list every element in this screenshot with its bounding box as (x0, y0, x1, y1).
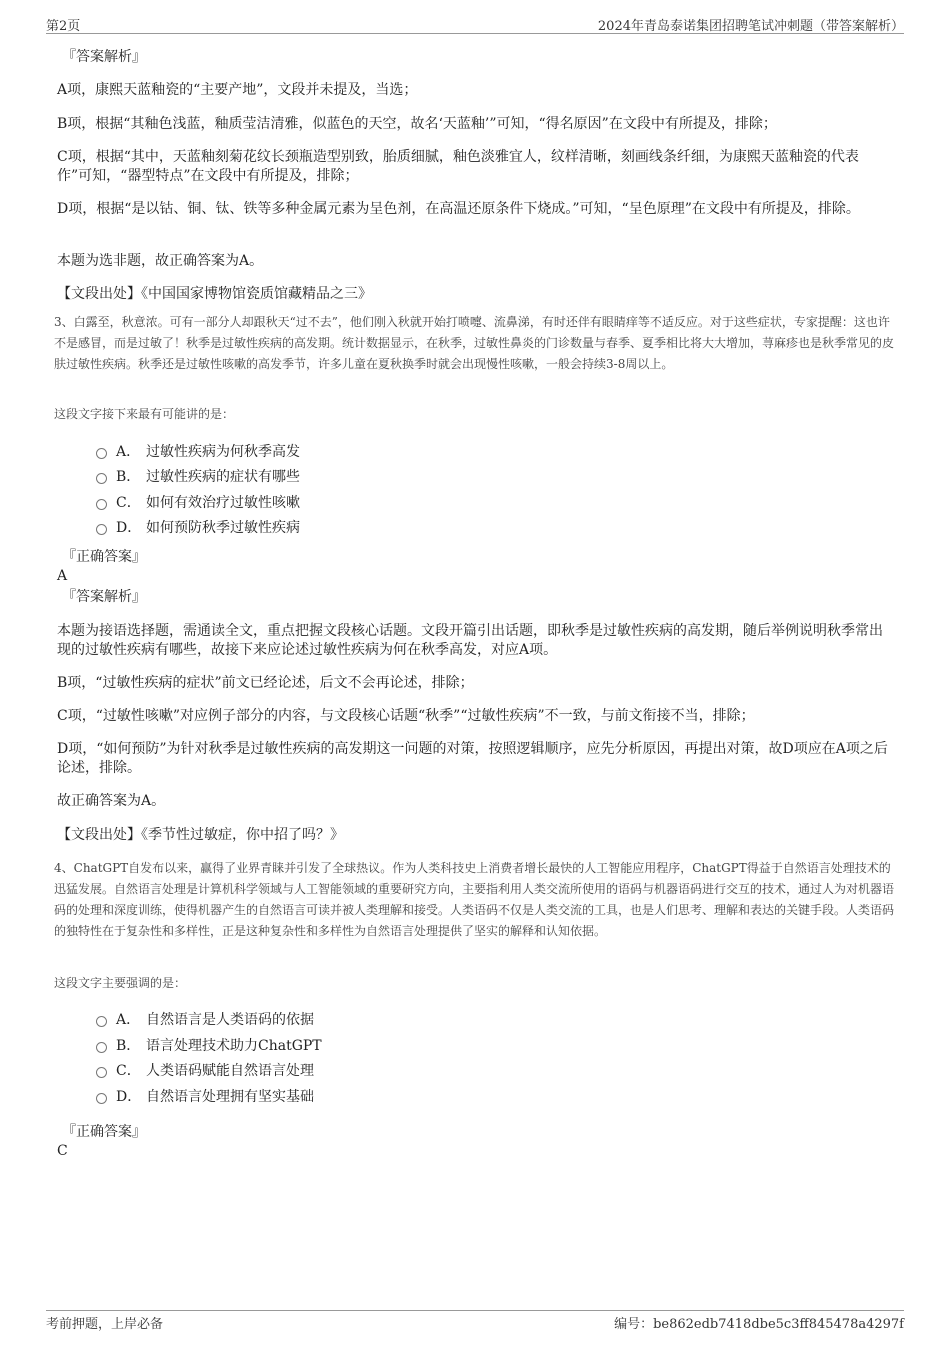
option-d[interactable]: D． 如何预防秋季过敏性疾病 (96, 518, 300, 538)
option-a[interactable]: A． 过敏性疾病为何秋季高发 (96, 442, 300, 462)
footer-slogan: 考前押题，上岸必备 (46, 1317, 164, 1332)
radio-button[interactable] (96, 473, 107, 484)
radio-button[interactable] (96, 1042, 107, 1053)
option-b[interactable]: B． 过敏性疾病的症状有哪些 (96, 467, 300, 487)
analysis-paragraph: D项，“如何预防”为针对秋季是过敏性疾病的高发期这一问题的对策，按照逻辑顺序，应先分析原因，再提出对策，故D项应在A项之后论述，排除。 (57, 741, 888, 776)
analysis-paragraph: 本题为接语选择题，需通读全文，重点把握文段核心话题。文段开篇引出话题，即秋季是过敏性疾病的高发期，随后举例说明秋季常出现的过敏性疾病有哪些，故接下来应论述过敏性疾病为何在秋季高发，对应A项。 (57, 623, 883, 658)
option-b[interactable]: B． 语言处理技术助力ChatGPT (96, 1036, 322, 1056)
header-divider (46, 33, 904, 34)
radio-button[interactable] (96, 524, 107, 535)
analysis-paragraph: D项，根据“是以钴、铜、钛、铁等多种金属元素为呈色剂，在高温还原条件下烧成。”可知，“呈色原理”在文段中有所提及，排除。 (57, 201, 860, 217)
document-title: 2024年青岛泰诺集团招聘笔试冲刺题（带答案解析） (597, 19, 904, 34)
radio-button[interactable] (96, 1016, 107, 1027)
analysis-paragraph: C项，“过敏性咳嗽”对应例子部分的内容，与文段核心话题“秋季”“过敏性疾病”不一致，与前文衔接不当，排除； (57, 708, 755, 724)
correct-answer: C (57, 1143, 68, 1159)
correct-answer: A (57, 568, 68, 584)
question-prompt: 这段文字接下来最有可能讲的是： (54, 407, 235, 421)
correct-answer-label: 『正确答案』 (62, 1124, 146, 1140)
analysis-conclusion: 故正确答案为A。 (57, 793, 166, 809)
passage-source: 【文段出处】《季节性过敏症，你中招了吗？》 (57, 827, 344, 843)
question-prompt: 这段文字主要强调的是： (54, 976, 187, 990)
analysis-paragraph: C项，根据“其中，天蓝釉刻菊花纹长颈瓶造型别致，胎质细腻，釉色淡雅宜人，纹样清晰，刻画线条纤细，为康熙天蓝釉瓷的代表作”可知，“器型特点”在文段中有所提及，排除； (57, 149, 859, 184)
analysis-conclusion: 本题为选非题，故正确答案为A。 (57, 253, 264, 269)
answer-analysis-label: 『答案解析』 (62, 589, 146, 605)
correct-answer-label: 『正确答案』 (62, 549, 146, 565)
radio-button[interactable] (96, 448, 107, 459)
option-d[interactable]: D． 自然语言处理拥有坚实基础 (96, 1087, 314, 1107)
footer-divider (46, 1310, 904, 1311)
option-a[interactable]: A． 自然语言是人类语码的依据 (96, 1010, 314, 1030)
page-number: 第2页 (46, 19, 81, 34)
option-c[interactable]: C． 如何有效治疗过敏性咳嗽 (96, 493, 300, 513)
analysis-paragraph: B项，根据“其釉色浅蓝，釉质莹洁清雅，似蓝色的天空，故名‘天蓝釉’”可知，“得名原因”在文段中有所提及，排除； (57, 116, 777, 132)
radio-button[interactable] (96, 1093, 107, 1104)
answer-analysis-label: 『答案解析』 (62, 49, 146, 65)
document-code: 编号：be862edb7418dbe5c3ff845478a4297f (614, 1317, 904, 1332)
analysis-paragraph: A项，康熙天蓝釉瓷的“主要产地”，文段并未提及，当选； (57, 82, 418, 98)
radio-button[interactable] (96, 1067, 107, 1078)
passage-source: 【文段出处】《中国国家博物馆瓷质馆藏精品之三》 (57, 286, 372, 302)
radio-button[interactable] (96, 499, 107, 510)
question-passage: 4、ChatGPT自发布以来，赢得了业界青睐并引发了全球热议。作为人类科技史上消费者增长最快的人工智能应用程序，ChatGPT得益于自然语言处理技术的迅猛发展。自然语言处理是计算机科学领域与人工智能领域的重要研究方向，主要指利用人类交流所使用的语码与机器语码进行交互的技术，通过人为对机器语码的处理和深度训练，使得机器产生的自然语言可读并被人类理解和接受。人类语码不仅是人类交流的工具，也是人们思考、理解和表达的关键手段。人类语码的独特性在于复杂性和多样性，正是这种复杂性和多样性为自然语言处理提供了坚实的解释和认知依据。 (54, 861, 895, 938)
option-c[interactable]: C． 人类语码赋能自然语言处理 (96, 1061, 314, 1081)
question-passage: 3、白露至，秋意浓。可有一部分人却跟秋天“过不去”，他们刚入秋就开始打喷嚏、流鼻涕，有时还伴有眼睛痒等不适反应。对于这些症状，专家提醒：这也许不是感冒，而是过敏了！秋季是过敏性疾病的高发期。统计数据显示，在秋季，过敏性鼻炎的门诊数量与春季、夏季相比将大大增加，荨麻疹也是秋季常见的皮肤过敏性疾病。秋季还是过敏性咳嗽的高发季节，许多儿童在夏秋换季时就会出现慢性咳嗽，一般会持续3-8周以上。 (54, 315, 895, 371)
analysis-paragraph: B项，“过敏性疾病的症状”前文已经论述，后文不会再论述，排除； (57, 675, 474, 691)
